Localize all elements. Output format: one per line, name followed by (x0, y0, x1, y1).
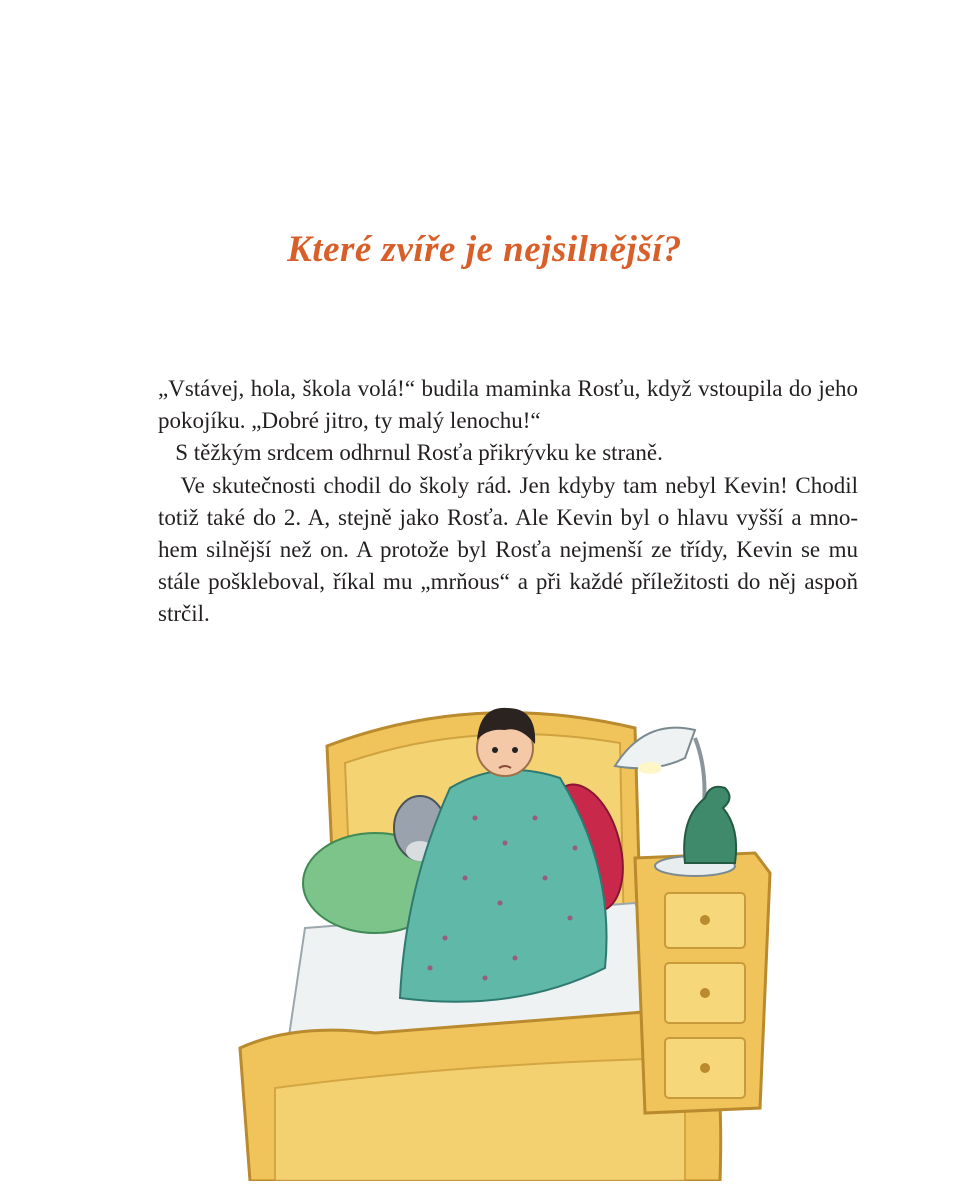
story-line: „Vstávej, hola, škola volá!“ budila maminka Rosťu, když vstoupila do jeho (158, 376, 858, 401)
story-line: totiž také do 2. A, stejně jako Rosťa. Ale Kevin byl o hlavu vyšší a mno- (158, 504, 858, 530)
toy-dragon (684, 787, 736, 863)
chapter-title: Které zvíře je nejsilnější? (287, 229, 682, 270)
story-text (158, 373, 858, 631)
story-line: hem silnější než on. A protože byl Rosťa nejmenší ze třídy, Kevin se mu (158, 537, 858, 563)
story-line: Ve skutečnosti chodil do školy rád. Jen kdyby tam nebyl Kevin! Chodil (158, 472, 858, 498)
boy-in-bed-illustration (215, 668, 815, 1181)
story-line: strčil. (158, 601, 210, 627)
story-line: pokojíku. „Dobré jitro, ty malý lenochu!“ (158, 408, 541, 434)
story-line: stále poškleboval, říkal mu „mrňous“ a při každé příležitosti do něj aspoň (158, 569, 858, 595)
story-line: S těžkým srdcem odhrnul Rosťa přikrývku ke straně. (158, 440, 663, 466)
boy-in-bed-svg (215, 668, 815, 1181)
